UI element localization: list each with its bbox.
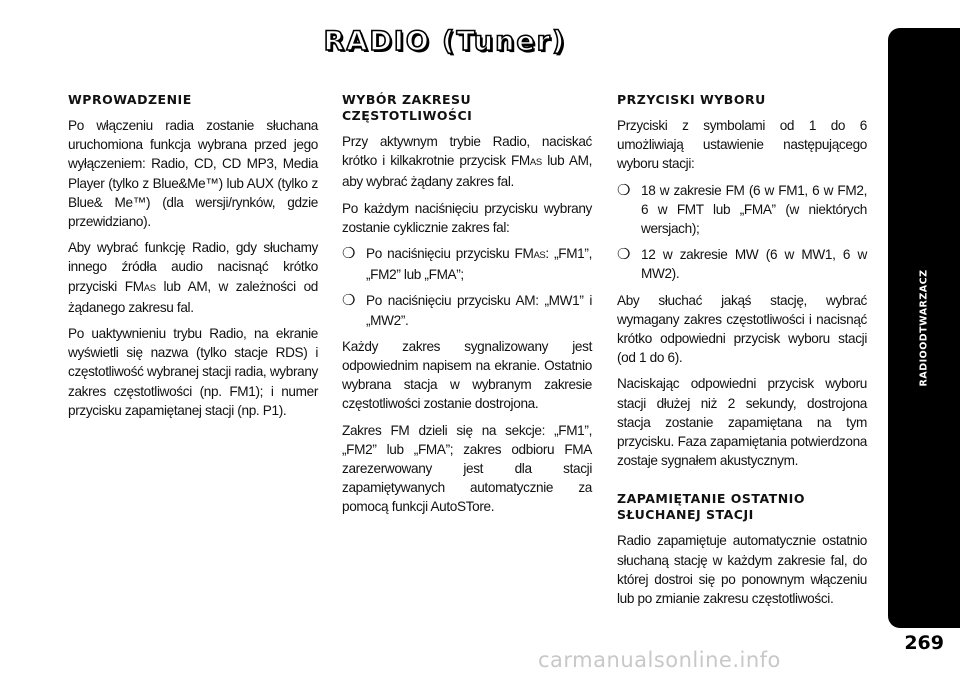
page-title: RADIO (Tuner) — [323, 26, 567, 57]
side-chapter-tab — [888, 28, 960, 628]
paragraph: Naciskając odpowiedni przycisk wyboru stacji dłużej niż 2 sekundy, dostrojona stacja zostanie zapamiętana na tym przycisku. Faza zapamiętania potwierdzona zostaje sygnałem akustycznym. — [617, 376, 867, 469]
section-heading-introduction: WPROWADZENIE — [68, 92, 192, 107]
chapter-label: RADIOODTWARZACZ — [918, 269, 930, 387]
bullet-item: ❍ Po naciśnięciu przycisku AM: „MW1” i „MW2”. — [342, 292, 592, 328]
paragraph: Po włączeniu radia zostanie słuchana uruchomiona funkcja wybrana przed jego wyłączeniem: Radio, CD, CD MP3, Media Player (tylko z Blue&Me™) lub AUX (tylko z Blue& Me™) (dla wersji/rynków, gdzie przewidziano). — [68, 118, 318, 230]
paragraph: Radio zapamiętuje automatycznie ostatnio słuchaną stację w każdym zakresie fal, do której dostroi się po ponownym włączeniu lub po zmianie zakresu częstotliwości. — [617, 533, 867, 607]
paragraph: Po uaktywnieniu trybu Radio, na ekranie wyświetli się nazwa (tylko stacje RDS) i częstotliwość wybranej stacji radia, wybrany zakres częstotliwości (np. FM1); i numer przycisku zapamiętanej stacji (np. P1). — [68, 326, 318, 418]
bullet-icon: ❍ — [342, 245, 356, 263]
page-number: 269 — [900, 632, 948, 654]
section-heading-preset-buttons: PRZYCISKI WYBORU — [617, 92, 766, 107]
bullet-icon: ❍ — [617, 246, 631, 264]
paragraph: Każdy zakres sygnalizowany jest odpowiednim napisem na ekranie. Ostatnio wybrana stacja w wybranym zakresie częstotliwości zostanie dostrojona. — [342, 338, 592, 412]
paragraph: Przyciski z symbolami od 1 do 6 umożliwiają ustawienie następującego wyboru stacji: — [617, 118, 867, 172]
paragraph: Zakres FM dzieli się na sekcje: „FM1”, „FM2” lub „FMA”; zakres odbioru FMA zarezerwowany jest dla stacji zapamiętywanych automatycznie za pomocą funkcji AutoSTore. — [342, 422, 592, 515]
section-heading-last-station-memory: ZAPAMIĘTANIE OSTATNIO SŁUCHANEJ STACJI — [617, 491, 805, 523]
paragraph: Przy aktywnym trybie Radio, naciskać krótko i kilkakrotnie przycisk FMAS lub AM, aby wybrać żądany zakres fal. — [342, 134, 592, 190]
section-heading-band-selection: WYBÓR ZAKRESU CZĘSTOTLIWOŚCI — [342, 92, 473, 123]
bullet-item: ❍ Po naciśnięciu przycisku FMAS: „FM1”, „FM2” lub „FMA”; — [342, 245, 592, 283]
watermark: carmanualsonline.info — [538, 648, 781, 672]
paragraph: Aby słuchać jakąś stację, wybrać wymagany zakres częstotliwości i nacisnąć krótko odpowiedni przycisk wyboru stacji (od 1 do 6). — [617, 292, 867, 366]
bullet-item: ❍ 12 w zakresie MW (6 w MW1, 6 w MW2). — [617, 246, 867, 282]
paragraph: Po każdym naciśnięciu przycisku wybrany zostanie cyklicznie zakres fal: — [342, 200, 592, 235]
column-3 — [617, 92, 867, 615]
bullet-item: ❍ 18 w zakresie FM (6 w FM1, 6 w FM2, 6 w FMT lub „FMA” (w niektórych wersjach); — [617, 181, 867, 237]
paragraph: Aby wybrać funkcję Radio, gdy słuchamy innego źródła audio nacisnąć krótko przyciski FMAS lub AM, w zależności od żądanego zakresu fal. — [68, 240, 318, 315]
bullet-icon: ❍ — [617, 181, 631, 199]
bullet-icon: ❍ — [342, 292, 356, 310]
column-1 — [68, 92, 318, 427]
column-2 — [342, 92, 592, 524]
